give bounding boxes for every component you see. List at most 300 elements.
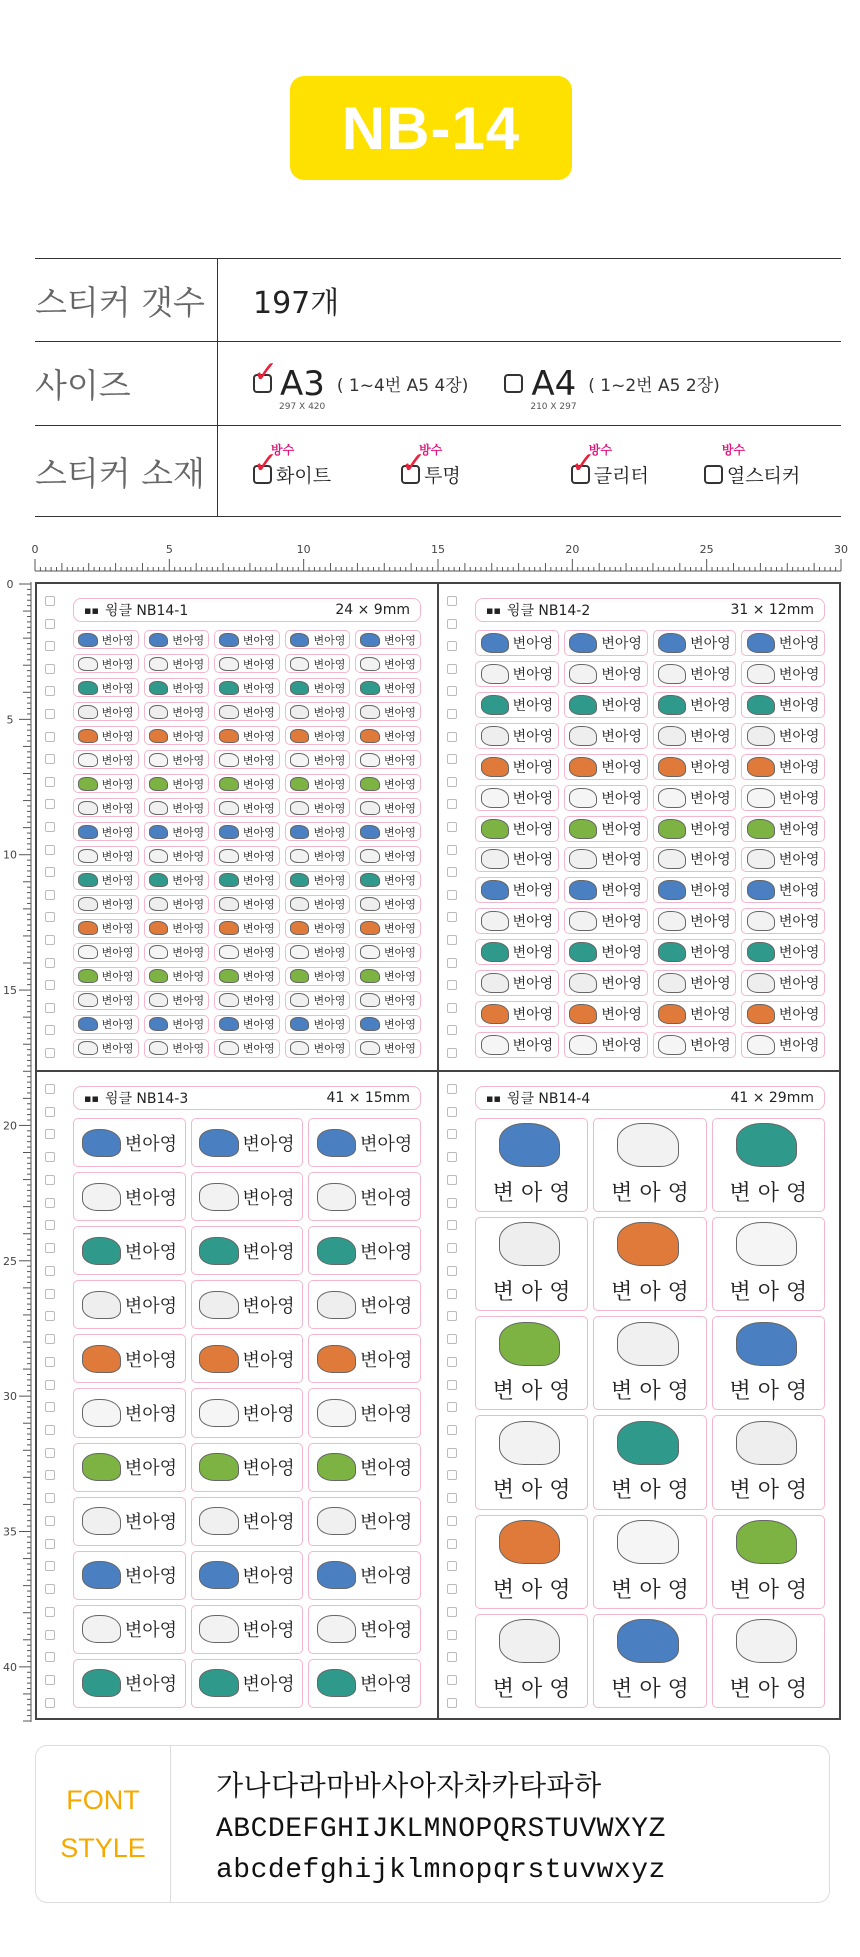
punch-hole <box>45 1003 55 1013</box>
punch-hole <box>45 1698 55 1708</box>
dinosaur-icon <box>78 1017 98 1031</box>
name-sticker <box>285 654 351 673</box>
dinosaur-icon <box>360 993 380 1007</box>
dinosaur-icon <box>360 681 380 695</box>
name-sticker <box>653 877 737 903</box>
name-sticker <box>144 991 210 1010</box>
sticker-name-text: 변아영 <box>172 825 205 839</box>
sticker-name-text: 변아영 <box>172 777 205 791</box>
sticker-name-text: 변아영 <box>313 705 346 719</box>
size-option-a4[interactable] <box>504 363 720 412</box>
punch-hole <box>45 1652 55 1662</box>
name-sticker <box>712 1614 825 1708</box>
checkbox-icon[interactable] <box>401 445 427 484</box>
sticker-name-text: 변아영 <box>101 946 134 960</box>
punch-hole <box>45 1334 55 1344</box>
dinosaur-icon <box>78 897 98 911</box>
dinosaur-icon <box>290 753 310 767</box>
punch-hole <box>447 686 457 696</box>
sticker-name-text: 변아영 <box>313 729 346 743</box>
ruler-tick-label: 25 <box>699 543 714 556</box>
punch-hole <box>45 912 55 922</box>
sticker-name-text: 변 아 영 <box>611 1280 689 1306</box>
dinosaur-icon <box>499 1619 561 1663</box>
punch-hole <box>447 1425 457 1435</box>
dinosaur-icon <box>149 825 169 839</box>
punch-hole <box>447 1198 457 1208</box>
sticker-name-text: 변 아 영 <box>492 1379 571 1405</box>
name-sticker <box>73 654 139 673</box>
sticker-name-text: 변아영 <box>172 922 205 936</box>
sticker-name-text: 변아영 <box>242 1674 295 1696</box>
dinosaur-icon <box>747 1035 775 1055</box>
name-sticker <box>475 970 559 996</box>
dinosaur-icon <box>360 921 380 935</box>
punch-hole <box>447 1448 457 1458</box>
sticker-name-text: 변아영 <box>690 759 731 776</box>
name-sticker <box>73 1605 186 1654</box>
punch-holes <box>45 596 55 1058</box>
sticker-name-text: 변아영 <box>384 729 416 743</box>
name-sticker <box>285 702 351 721</box>
dinosaur-icon <box>199 1399 238 1427</box>
name-sticker <box>73 1280 186 1329</box>
name-sticker <box>564 970 648 996</box>
sticker-name-text: 변아영 <box>101 874 134 888</box>
dinosaur-icon <box>82 1669 121 1697</box>
sticker-name-text: 변 아 영 <box>729 1577 808 1603</box>
dinosaur-icon <box>78 873 98 887</box>
checkbox-icon[interactable] <box>570 445 596 484</box>
punch-hole <box>447 1516 457 1526</box>
dinosaur-icon <box>569 911 597 931</box>
panel-size: 41 × 29mm <box>730 1090 814 1106</box>
name-sticker <box>144 678 210 697</box>
punch-hole <box>45 1129 55 1139</box>
dinosaur-icon <box>658 880 686 900</box>
ruler-tick-label: 0 <box>6 578 14 591</box>
name-sticker <box>73 774 139 793</box>
dinosaur-icon <box>78 921 98 935</box>
name-sticker <box>475 1032 559 1058</box>
dinosaur-icon <box>747 633 775 653</box>
dinosaur-icon <box>658 664 686 684</box>
sticker-name-text: 변아영 <box>242 657 275 671</box>
dinosaur-icon <box>317 1345 356 1373</box>
dinosaur-icon <box>149 969 169 983</box>
sticker-name-text: 변아영 <box>601 759 642 776</box>
dinosaur-icon <box>569 757 597 777</box>
sticker-name-text: 변아영 <box>512 759 554 776</box>
sticker-name-text: 변아영 <box>101 729 134 743</box>
dinosaur-icon <box>736 1421 798 1465</box>
ruler-tick-label: 35 <box>3 1525 17 1539</box>
dinosaur-icon <box>499 1123 561 1167</box>
panel-title-bar <box>475 1086 825 1110</box>
punch-hole <box>447 1402 457 1412</box>
dinosaur-icon <box>658 695 686 715</box>
punch-hole <box>447 709 457 719</box>
sticker-name-text: 변아영 <box>690 914 731 931</box>
dinosaur-icon <box>617 1520 679 1564</box>
name-sticker <box>144 846 210 865</box>
name-sticker <box>144 967 210 986</box>
name-sticker <box>355 750 421 769</box>
punch-hole <box>447 1584 457 1594</box>
material-name: 투명 <box>424 464 461 487</box>
punch-hole <box>447 619 457 629</box>
punch-hole <box>447 1220 457 1230</box>
sticker-name-text: 변아영 <box>601 976 642 993</box>
checkbox-icon[interactable] <box>704 465 723 484</box>
name-sticker <box>214 702 280 721</box>
name-sticker <box>285 822 351 841</box>
dinosaur-icon <box>219 777 239 791</box>
punch-hole <box>447 980 457 990</box>
dinosaur-icon <box>747 695 775 715</box>
punch-hole <box>447 1675 457 1685</box>
ruler-tick-label: 20 <box>565 543 580 556</box>
sticker-name-text: 변아영 <box>384 633 416 647</box>
name-sticker <box>144 774 210 793</box>
dinosaur-icon <box>219 921 239 935</box>
sticker-name-text: 변아영 <box>313 801 346 815</box>
dinosaur-icon <box>569 880 597 900</box>
size-dims: 297 X 420 <box>279 401 326 412</box>
sticker-name-text: 변아영 <box>124 1241 177 1263</box>
punch-hole <box>45 596 55 606</box>
punch-hole <box>45 1402 55 1412</box>
ruler-tick-label: 15 <box>431 543 445 556</box>
sticker-name-text: 변아영 <box>512 666 554 683</box>
dinosaur-icon <box>360 657 380 671</box>
name-sticker <box>475 785 559 811</box>
dinosaur-icon <box>82 1453 121 1481</box>
name-sticker <box>475 1118 588 1212</box>
dinosaur-icon <box>290 633 310 647</box>
dinosaur-icon <box>481 819 509 839</box>
dinosaur-icon <box>199 1453 238 1481</box>
name-sticker <box>564 630 648 656</box>
sticker-name-text: 변아영 <box>778 728 820 745</box>
dinosaur-icon <box>747 757 775 777</box>
sticker-name-text: 변아영 <box>313 1042 346 1056</box>
count-value: 197개 <box>253 286 340 321</box>
checkbox-icon[interactable] <box>253 355 279 393</box>
name-sticker <box>308 1226 421 1275</box>
sticker-name-text: 변아영 <box>360 1349 413 1371</box>
name-sticker <box>144 702 210 721</box>
sticker-name-text: 변아영 <box>124 1349 177 1371</box>
dinosaur-icon <box>360 729 380 743</box>
sticker-name-text: 변아영 <box>512 883 554 900</box>
name-sticker <box>73 1659 186 1708</box>
sticker-name-text: 변아영 <box>690 635 731 652</box>
name-sticker <box>144 654 210 673</box>
sticker-name-text: 변 아 영 <box>611 1676 689 1702</box>
name-sticker <box>564 754 648 780</box>
dinosaur-icon <box>219 657 239 671</box>
dinosaur-icon <box>481 1035 509 1055</box>
waterproof-tag: 방수 <box>588 442 612 457</box>
name-sticker <box>653 630 737 656</box>
dinosaur-icon <box>481 849 509 869</box>
dinosaur-icon <box>290 801 310 815</box>
punch-hole <box>45 822 55 832</box>
sticker-name-text: 변아영 <box>384 946 416 960</box>
dinosaur-icon <box>290 993 310 1007</box>
name-sticker <box>214 750 280 769</box>
name-sticker <box>73 702 139 721</box>
name-sticker <box>741 847 825 873</box>
sticker-name-text: 변아영 <box>172 1018 205 1032</box>
sticker-name-text: 변아영 <box>690 1007 731 1024</box>
sticker-name-text: 변아영 <box>601 1007 642 1024</box>
dinosaur-icon <box>219 801 239 815</box>
size-label: 사이즈 <box>35 342 218 425</box>
sticker-grid <box>73 630 421 1058</box>
checkbox-icon[interactable] <box>253 445 279 484</box>
sticker-name-text: 변아영 <box>601 945 642 962</box>
ruler-tick-label: 20 <box>3 1119 17 1133</box>
name-sticker <box>712 1515 825 1609</box>
sticker-name-text: 변아영 <box>512 1007 554 1024</box>
name-sticker <box>285 943 351 962</box>
sticker-name-text: 변아영 <box>172 874 205 888</box>
name-sticker <box>653 661 737 687</box>
dinosaur-icon <box>658 819 686 839</box>
dinosaur-icon <box>317 1561 356 1589</box>
name-sticker <box>712 1217 825 1311</box>
punch-hole <box>45 1311 55 1321</box>
punch-hole <box>447 1357 457 1367</box>
sticker-name-text: 변아영 <box>242 874 275 888</box>
name-sticker <box>564 692 648 718</box>
punch-hole <box>447 1025 457 1035</box>
sticker-name-text: 변아영 <box>242 1241 295 1263</box>
sticker-name-text: 변아영 <box>512 821 554 838</box>
sticker-grid <box>73 1118 421 1708</box>
sticker-name-text: 변아영 <box>778 914 820 931</box>
dinosaur-icon <box>499 1322 561 1366</box>
count-label: 스티커 갯수 <box>35 259 218 341</box>
dinosaur-icon <box>290 969 310 983</box>
name-sticker <box>653 939 737 965</box>
dinosaur-icon <box>219 825 239 839</box>
name-sticker <box>73 943 139 962</box>
punch-hole <box>447 777 457 787</box>
dinosaur-icon <box>78 945 98 959</box>
name-sticker <box>355 678 421 697</box>
sticker-name-text: 변아영 <box>242 753 275 767</box>
name-sticker <box>73 1551 186 1600</box>
grid-icon: ▪▪ <box>84 603 99 617</box>
name-sticker <box>653 723 737 749</box>
sticker-name-text: 변 아 영 <box>492 1676 571 1702</box>
punch-hole <box>45 799 55 809</box>
sticker-name-text: 변아영 <box>360 1674 413 1696</box>
punch-hole <box>447 1380 457 1390</box>
sticker-name-text: 변아영 <box>512 914 554 931</box>
material-option-clear[interactable] <box>401 442 461 488</box>
ruler-tick-label: 30 <box>3 1390 17 1404</box>
dinosaur-icon <box>569 1004 597 1024</box>
grid-icon: ▪▪ <box>486 603 501 617</box>
sticker-name-text: 변아영 <box>242 1042 275 1056</box>
dinosaur-icon <box>360 825 380 839</box>
name-sticker <box>285 919 351 938</box>
punch-hole <box>45 1289 55 1299</box>
name-sticker <box>475 1515 588 1609</box>
material-option-heat[interactable] <box>704 442 801 488</box>
name-sticker <box>593 1614 706 1708</box>
size-option-a3[interactable] <box>253 355 469 412</box>
sticker-name-text: 변아영 <box>601 697 642 714</box>
sticker-name-text: 변아영 <box>384 1042 416 1056</box>
name-sticker <box>564 1001 648 1027</box>
panel-title: 윙클 NB14-3 <box>104 1091 189 1107</box>
dinosaur-icon <box>290 681 310 695</box>
dinosaur-icon <box>199 1561 238 1589</box>
dinosaur-icon <box>736 1322 798 1366</box>
punch-hole <box>447 1084 457 1094</box>
name-sticker <box>308 1497 421 1546</box>
punch-hole <box>447 935 457 945</box>
dinosaur-icon <box>199 1507 238 1535</box>
font-label-line2: STYLE <box>60 1833 146 1863</box>
punch-hole <box>447 1539 457 1549</box>
sticker-name-text: 변아영 <box>242 825 275 839</box>
sticker-name-text: 변아영 <box>313 922 346 936</box>
sticker-name-text: 변아영 <box>172 729 205 743</box>
dinosaur-icon <box>82 1237 121 1265</box>
dinosaur-icon <box>747 1004 775 1024</box>
dinosaur-icon <box>360 801 380 815</box>
name-sticker <box>285 678 351 697</box>
dinosaur-icon <box>149 993 169 1007</box>
name-sticker <box>214 871 280 890</box>
size-name: A3 <box>280 363 325 404</box>
dinosaur-icon <box>360 969 380 983</box>
name-sticker <box>593 1415 706 1509</box>
dinosaur-icon <box>658 849 686 869</box>
dinosaur-icon <box>569 849 597 869</box>
name-sticker <box>741 1001 825 1027</box>
sticker-name-text: 변아영 <box>242 994 275 1008</box>
punch-hole <box>45 1084 55 1094</box>
font-style-box <box>35 1745 830 1903</box>
sticker-name-text: 변아영 <box>778 635 820 652</box>
dinosaur-icon <box>317 1399 356 1427</box>
dinosaur-icon <box>569 819 597 839</box>
sticker-name-text: 변아영 <box>313 657 346 671</box>
dinosaur-icon <box>658 1035 686 1055</box>
dinosaur-icon <box>747 942 775 962</box>
name-sticker <box>741 661 825 687</box>
sticker-name-text: 변아영 <box>360 1241 413 1263</box>
sticker-panel <box>37 584 437 1070</box>
name-sticker <box>741 692 825 718</box>
punch-hole <box>45 641 55 651</box>
sticker-name-text: 변아영 <box>242 1403 295 1425</box>
material-option-white[interactable] <box>253 442 332 488</box>
checkbox-icon[interactable] <box>504 374 523 393</box>
punch-hole <box>45 980 55 990</box>
font-label-line1: FONT <box>66 1785 140 1815</box>
name-sticker <box>308 1118 421 1167</box>
name-sticker <box>73 1172 186 1221</box>
sticker-name-text: 변아영 <box>690 852 731 869</box>
dinosaur-icon <box>658 757 686 777</box>
top-ruler <box>31 542 848 572</box>
material-option-glitter[interactable] <box>570 442 649 488</box>
dinosaur-icon <box>78 729 98 743</box>
sticker-name-text: 변아영 <box>172 1042 205 1056</box>
name-sticker <box>191 1226 304 1275</box>
sticker-name-text: 변아영 <box>242 1620 295 1642</box>
name-sticker <box>564 877 648 903</box>
name-sticker <box>285 1039 351 1058</box>
name-sticker <box>308 1172 421 1221</box>
name-sticker <box>741 630 825 656</box>
sticker-name-text: 변아영 <box>124 1133 177 1155</box>
sticker-name-text: 변 아 영 <box>611 1478 689 1504</box>
punch-hole <box>45 732 55 742</box>
sticker-name-text: 변아영 <box>690 1038 731 1055</box>
punch-hole <box>45 1025 55 1035</box>
name-sticker <box>214 1015 280 1034</box>
name-sticker <box>355 967 421 986</box>
sticker-name-text: 변아영 <box>242 777 275 791</box>
sticker-name-text: 변아영 <box>172 970 205 984</box>
sticker-name-text: 변아영 <box>124 1458 177 1480</box>
name-sticker <box>308 1334 421 1383</box>
sticker-sheet-preview <box>3 542 848 1722</box>
product-code-badge <box>290 76 572 180</box>
sticker-name-text: 변 아 영 <box>492 1577 571 1603</box>
dinosaur-icon <box>317 1507 356 1535</box>
sticker-name-text: 변아영 <box>778 976 820 993</box>
punch-hole <box>447 1493 457 1503</box>
name-sticker <box>593 1217 706 1311</box>
sticker-name-text: 변아영 <box>313 633 346 647</box>
dinosaur-icon <box>569 973 597 993</box>
size-desc: ( 1~2번 A5 2장) <box>588 376 720 396</box>
dinosaur-icon <box>290 657 310 671</box>
dinosaur-icon <box>736 1520 798 1564</box>
name-sticker <box>593 1118 706 1212</box>
punch-hole <box>45 1220 55 1230</box>
name-sticker <box>73 1039 139 1058</box>
name-sticker <box>355 630 421 649</box>
sticker-name-text: 변아영 <box>101 922 134 936</box>
sticker-name-text: 변아영 <box>778 1007 820 1024</box>
sticker-name-text: 변아영 <box>512 1038 554 1055</box>
dinosaur-icon <box>78 753 98 767</box>
font-sample-lower: abcdefghijklmnopqrstuvwxyz <box>216 1855 666 1886</box>
sticker-name-text: 변아영 <box>172 898 205 912</box>
punch-holes <box>45 1084 55 1708</box>
dinosaur-icon <box>219 681 239 695</box>
dinosaur-icon <box>617 1222 679 1266</box>
sticker-name-text: 변아영 <box>242 1187 295 1209</box>
dinosaur-icon <box>219 705 239 719</box>
font-samples <box>216 1768 666 1891</box>
sticker-name-text: 변아영 <box>778 945 820 962</box>
dinosaur-icon <box>149 1041 169 1055</box>
sticker-name-text: 변아영 <box>124 1403 177 1425</box>
dinosaur-icon <box>736 1619 798 1663</box>
